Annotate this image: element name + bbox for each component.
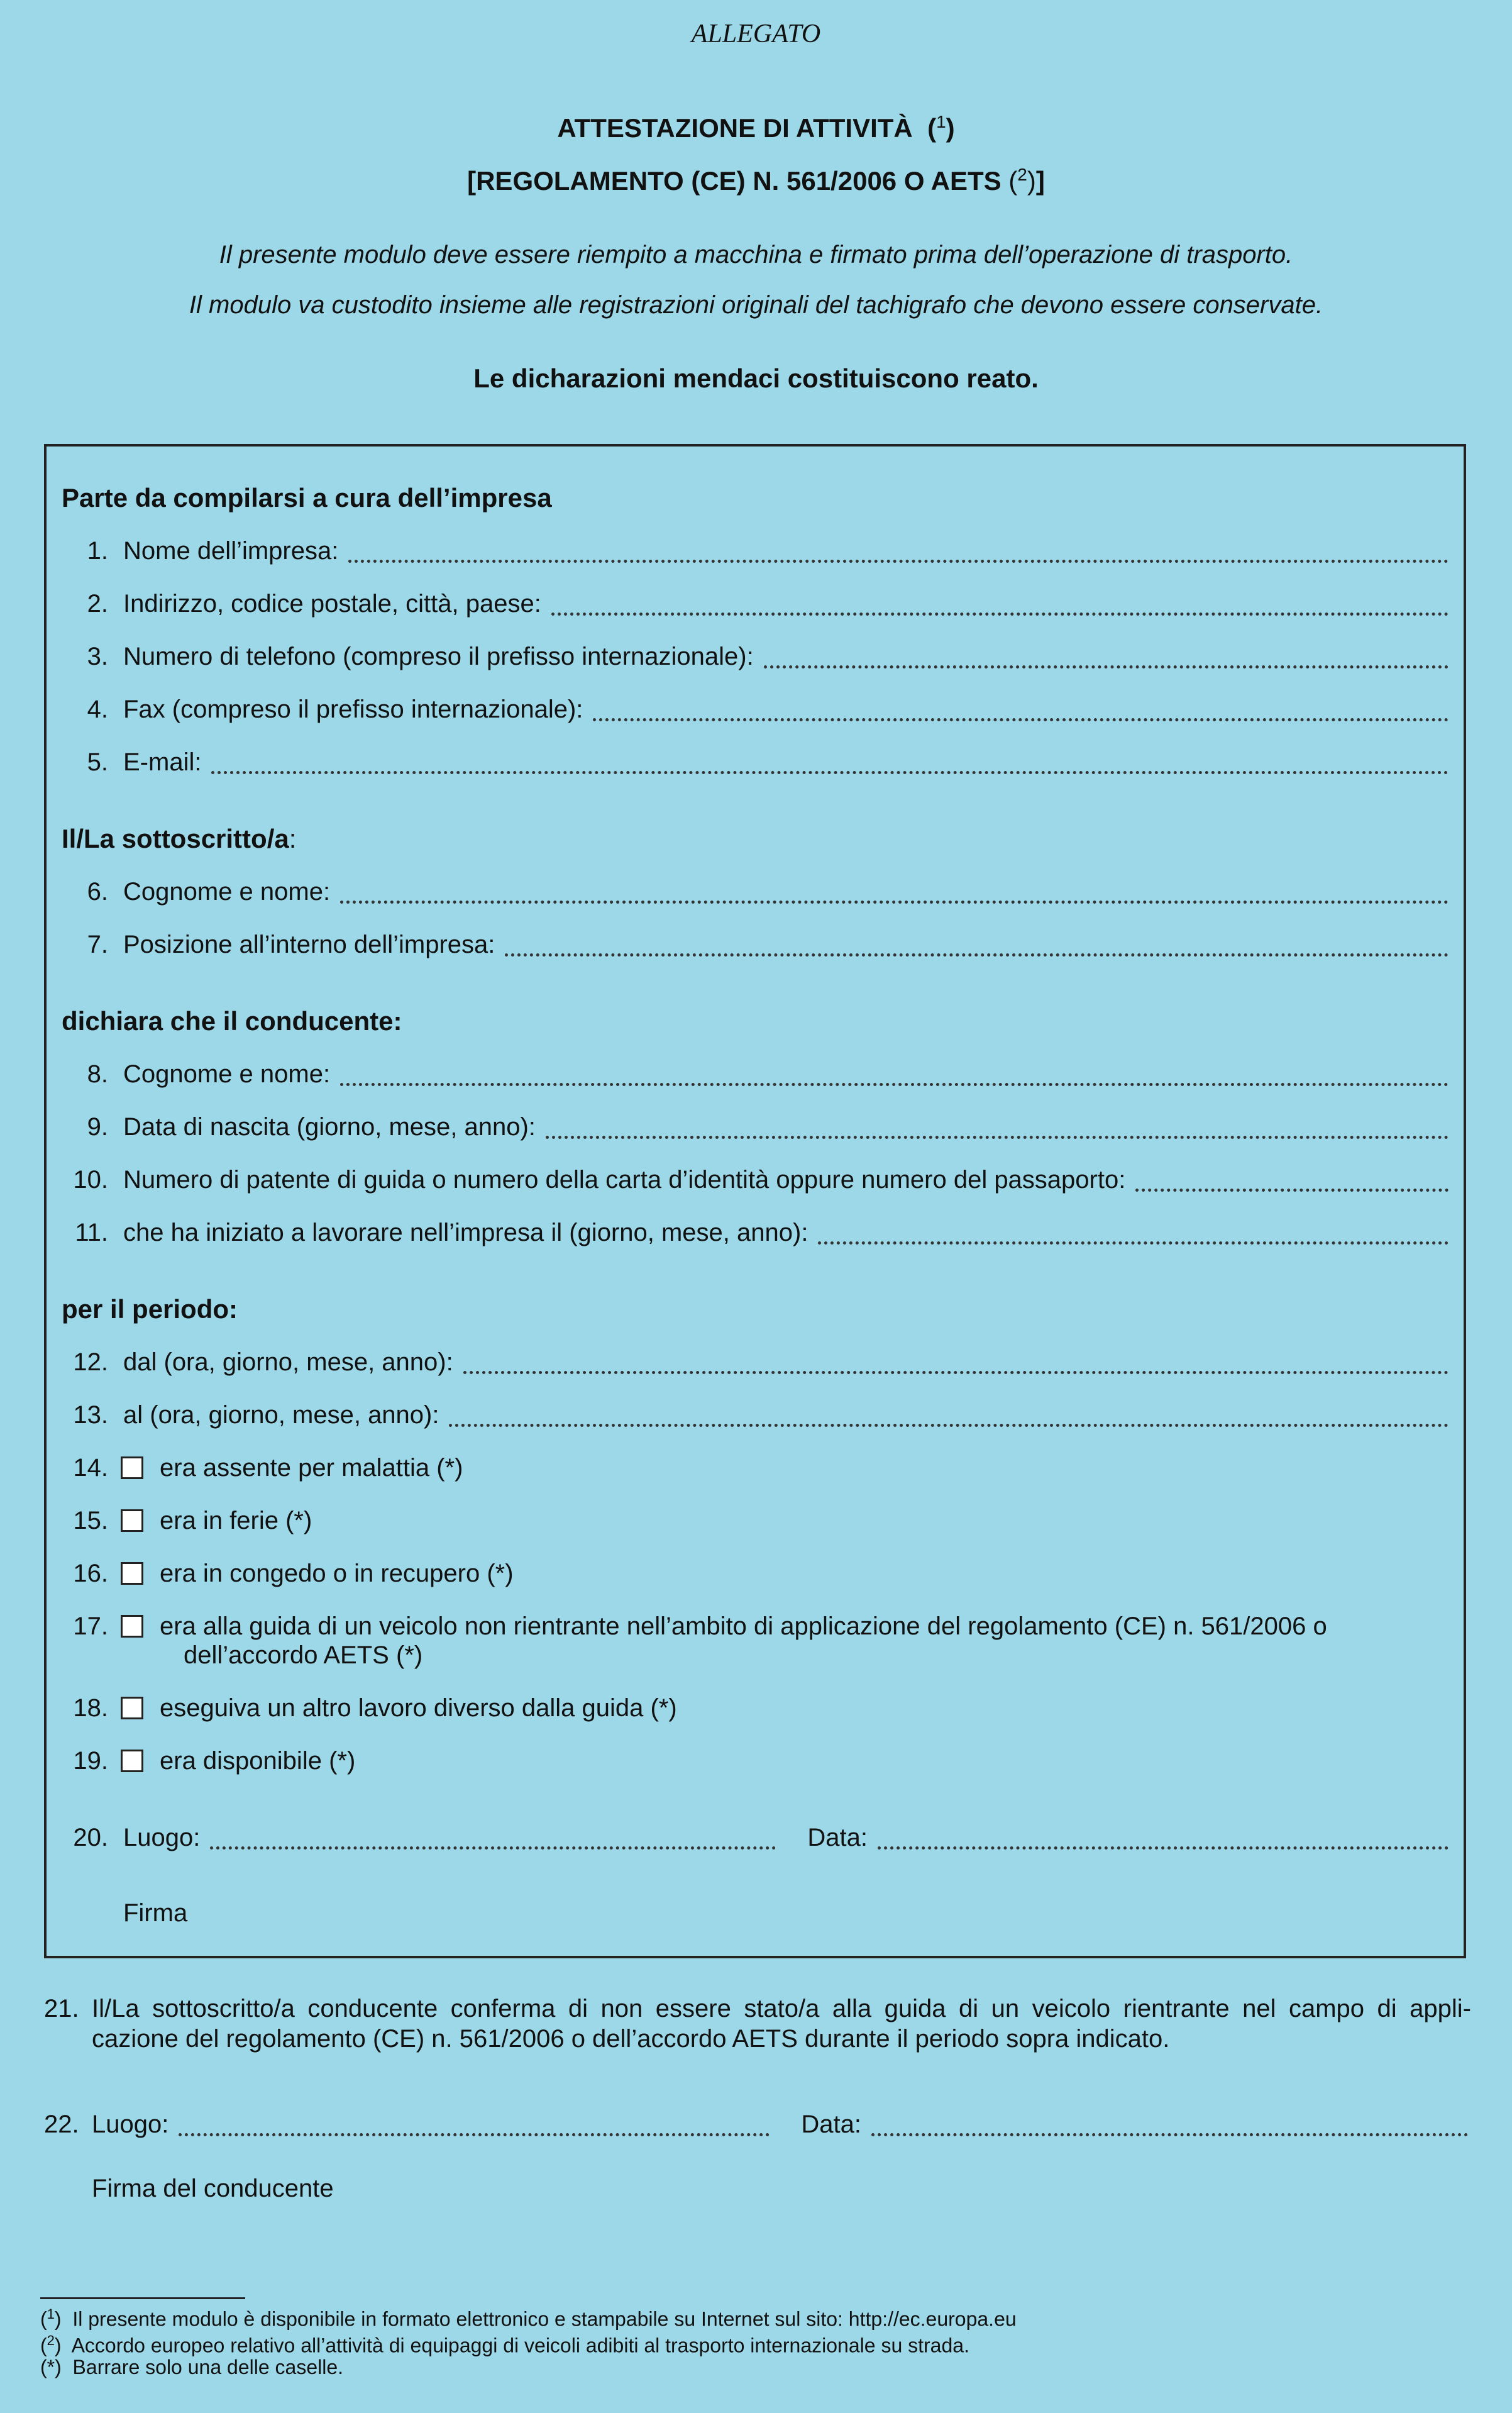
option-available[interactable] (47, 1742, 1449, 1780)
form-subtitle-end: ] (1035, 166, 1045, 196)
field-number: 11. (75, 1219, 108, 1246)
fill-in-line[interactable] (546, 1123, 1449, 1139)
date-label: Data: (807, 1824, 868, 1851)
field-label: al (ora, giorno, mese, anno): (123, 1401, 439, 1429)
section-signatory-colon: : (289, 824, 297, 853)
field-number: 1. (87, 537, 108, 565)
form-title-text: ATTESTAZIONE DI ATTIVITÀ (557, 113, 913, 143)
field-period-to[interactable] (47, 1396, 1449, 1434)
field-number: 6. (87, 878, 108, 906)
option-number: 16. (73, 1560, 108, 1587)
driver-signature-label: Firma del conducente (92, 2175, 334, 2202)
field-number: 12. (73, 1348, 108, 1376)
intro-line-1: Il presente modulo deve essere riempito a macchina e firmato prima dell’operazione di trasporto. (219, 241, 1293, 269)
footnote-3 (40, 2355, 343, 2380)
intro-line-2: Il modulo va custodito insieme alle registrazioni originali del tachigrafo che devono essere conservate. (189, 291, 1323, 319)
signature-row (47, 1894, 1449, 1932)
option-label-line-1: era alla guida di un veicolo non rientrante nell’ambito di applicazione del regolamento (CE) n. 561/2006 o (160, 1612, 1327, 1640)
field-place-date[interactable] (47, 1819, 1449, 1856)
signature-label: Firma (123, 1899, 188, 1927)
date-fill-in-line[interactable] (871, 2121, 1468, 2136)
field-label: Numero di patente di guida o numero della carta d’identità oppure numero del passaporto: (123, 1166, 1126, 1194)
option-label: era in congedo o in recupero (*) (160, 1560, 514, 1587)
field-label: Fax (compreso il prefisso internazionale): (123, 696, 583, 723)
fill-in-line[interactable] (463, 1358, 1449, 1374)
fill-in-line[interactable] (340, 1070, 1449, 1086)
option-other-work[interactable] (47, 1689, 1449, 1727)
fill-in-line[interactable] (551, 600, 1449, 616)
confirmation-line-1: Il/La sottoscritto/a conducente conferma di non essere stato/a alla guida di un veicolo rientrante nel campo di appli- (92, 1995, 1471, 2022)
field-driver-license[interactable] (47, 1161, 1449, 1199)
checkbox[interactable] (121, 1562, 143, 1585)
company-form-box (44, 444, 1466, 1958)
place-fill-in-line[interactable] (179, 2121, 770, 2136)
field-number: 7. (87, 931, 108, 958)
field-label: Cognome e nome: (123, 878, 331, 906)
footnote-1-text: Il presente modulo è disponibile in formato elettronico e stampabile su Internet sul sito: http://ec.europa.eu (72, 2307, 1017, 2331)
fill-in-line[interactable] (505, 941, 1449, 957)
footnote-2-ref: 2 (47, 2333, 55, 2348)
fill-in-line[interactable] (348, 547, 1449, 563)
fill-in-line[interactable] (211, 758, 1449, 774)
field-address[interactable] (47, 585, 1449, 623)
date-fill-in-line[interactable] (878, 1834, 1449, 1850)
field-label: che ha iniziato a lavorare nell’impresa il (giorno, mese, anno): (123, 1219, 808, 1246)
fill-in-line[interactable] (1135, 1176, 1449, 1192)
field-driver-start-date[interactable] (47, 1214, 1449, 1251)
option-number: 19. (73, 1747, 108, 1775)
footnote-ref-2: 2 (1017, 165, 1027, 184)
field-label: Cognome e nome: (123, 1060, 331, 1088)
field-number: 22. (44, 2111, 79, 2138)
field-label: Posizione all’interno dell’impresa: (123, 931, 495, 958)
footnote-2-text: Accordo europeo relativo all’attività di equipaggi di veicoli adibiti al trasporto internazionale su strada. (71, 2334, 969, 2357)
option-sick-leave[interactable] (47, 1449, 1449, 1487)
checkbox[interactable] (121, 1697, 143, 1719)
false-declaration-warning: Le dicharazioni mendaci costituiscono reato. (473, 363, 1039, 393)
footnote-2: ($^2$) Accordo europeo relativo all’attività di equipaggi di veicoli adibiti al trasporto internazionale su strada. (40, 2333, 969, 2357)
field-driver-birthdate[interactable] (47, 1108, 1449, 1146)
fill-in-line[interactable] (764, 653, 1449, 668)
option-number: 17. (73, 1612, 108, 1640)
field-email[interactable] (47, 743, 1449, 781)
field-label: Indirizzo, codice postale, città, paese: (123, 590, 541, 618)
driver-confirmation (44, 1994, 1471, 2054)
field-phone[interactable] (47, 638, 1449, 675)
option-number: 15. (73, 1507, 108, 1534)
checkbox[interactable] (121, 1750, 143, 1772)
form-subtitle-text: [REGOLAMENTO (CE) N. 561/2006 O AETS (467, 166, 1002, 196)
fill-in-line[interactable] (449, 1411, 1449, 1427)
field-fax[interactable] (47, 691, 1449, 728)
place-label: Luogo: (92, 2111, 169, 2138)
footnote-1-ref: 1 (47, 2306, 55, 2322)
field-number: 9. (87, 1113, 108, 1141)
field-label: Nome dell’impresa: (123, 537, 339, 565)
option-label: era disponibile (*) (160, 1747, 356, 1775)
field-period-from[interactable] (47, 1343, 1449, 1381)
field-number: 13. (73, 1401, 108, 1429)
field-label: E-mail: (123, 748, 202, 776)
field-signatory-name[interactable] (47, 873, 1449, 911)
footnote-divider (40, 2297, 245, 2299)
field-label: Data di nascita (giorno, mese, anno): (123, 1113, 536, 1141)
form-title: ATTESTAZIONE DI ATTIVITÀ ($^1$) (557, 112, 955, 143)
option-label: era in ferie (*) (160, 1507, 312, 1534)
field-number: 2. (87, 590, 108, 618)
option-leave-rest[interactable] (47, 1555, 1449, 1592)
checkbox[interactable] (121, 1509, 143, 1532)
footnote-3-ref: (*) (40, 2356, 62, 2378)
field-number: 3. (87, 643, 108, 670)
form-subtitle: [REGOLAMENTO (CE) N. 561/2006 O AETS ($^2$)] (467, 165, 1045, 196)
field-number: 4. (87, 696, 108, 723)
section-signatory-text: Il/La sottoscritto/a (62, 824, 289, 853)
driver-place-date[interactable] (44, 2105, 1468, 2143)
field-company-name[interactable] (47, 532, 1449, 570)
option-label: era assente per malattia (*) (160, 1454, 463, 1482)
footnote-1: ($^1$) Il presente modulo è disponibile in formato elettronico e stampabile su Internet sul sito: http://ec.europa.eu (40, 2306, 1017, 2331)
field-number: 8. (87, 1060, 108, 1088)
section-period: per il periodo: (62, 1294, 238, 1324)
field-number: 21. (44, 1995, 79, 2022)
checkbox[interactable] (121, 1615, 143, 1638)
fill-in-line[interactable] (340, 888, 1449, 904)
field-number: 10. (73, 1166, 108, 1194)
field-label: dal (ora, giorno, mese, anno): (123, 1348, 453, 1376)
field-label: Numero di telefono (compreso il prefisso internazionale): (123, 643, 754, 670)
annex-label: ALLEGATO (691, 19, 821, 48)
place-fill-in-line[interactable] (210, 1834, 776, 1850)
section-driver: dichiara che il conducente: (62, 1006, 402, 1036)
field-number: 20. (73, 1824, 108, 1851)
field-driver-name[interactable] (47, 1055, 1449, 1093)
field-signatory-position[interactable] (47, 926, 1449, 963)
field-number: 5. (87, 748, 108, 776)
confirmation-line-2: cazione del regolamento (CE) n. 561/2006 o dell’accordo AETS durante il periodo sopra indicato. (92, 2025, 1170, 2053)
date-label: Data: (801, 2111, 861, 2138)
footnote-3-text: Barrare solo una delle caselle. (72, 2356, 344, 2378)
checkbox[interactable] (121, 1456, 143, 1479)
section-signatory (62, 820, 296, 858)
option-label: eseguiva un altro lavoro diverso dalla guida (*) (160, 1694, 677, 1722)
option-excluded-vehicle-continued (47, 1636, 1449, 1674)
section-company: Parte da compilarsi a cura dell’impresa (62, 483, 552, 513)
option-holiday[interactable] (47, 1502, 1449, 1539)
footnote-ref-1: 1 (936, 112, 946, 131)
option-number: 18. (73, 1694, 108, 1722)
place-label: Luogo: (123, 1824, 201, 1851)
fill-in-line[interactable] (593, 706, 1449, 721)
fill-in-line[interactable] (818, 1229, 1449, 1245)
option-label-line-2: dell’accordo AETS (*) (184, 1641, 423, 1669)
option-number: 14. (73, 1454, 108, 1482)
